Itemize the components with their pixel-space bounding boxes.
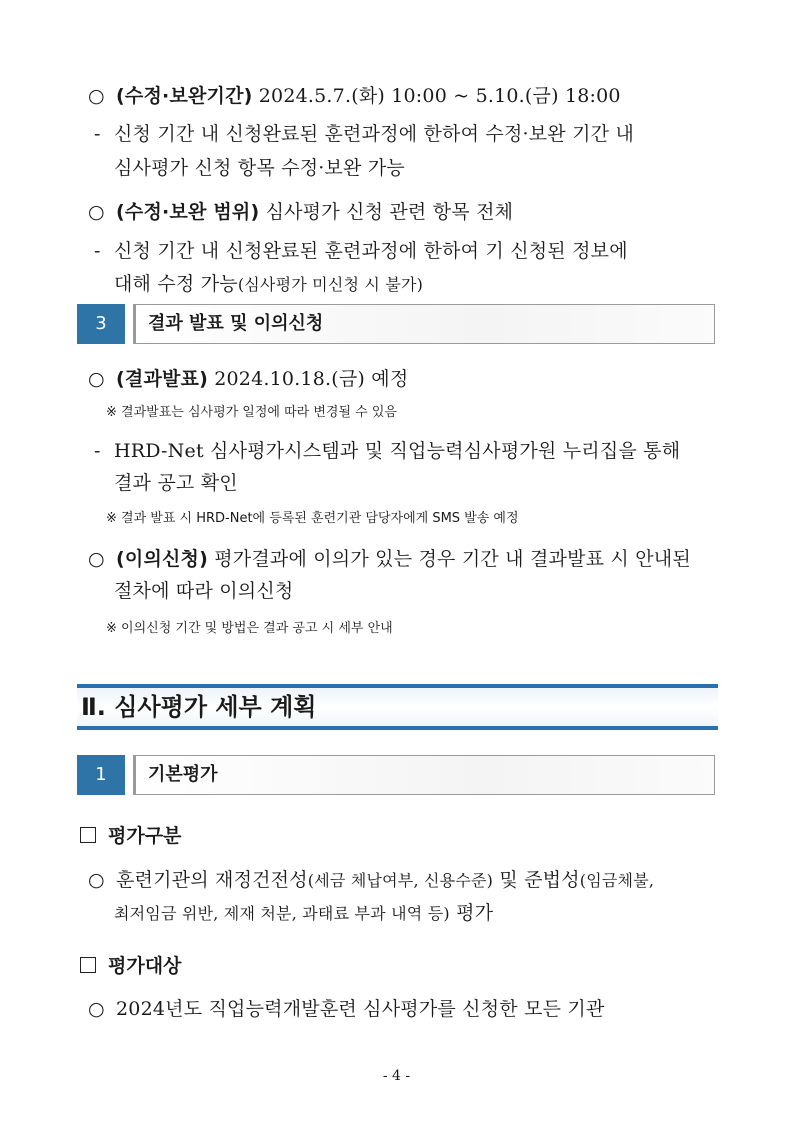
eval-category-text-a: 훈련기관의 재정건전성	[116, 869, 308, 891]
circle-bullet: ○	[88, 869, 105, 891]
section-title: 결과 발표 및 이의신청	[133, 304, 715, 344]
heading-text: 평가대상	[108, 955, 182, 977]
edit-scope-detail-line1	[94, 238, 628, 264]
heading-text: 평가구분	[108, 825, 182, 847]
circle-bullet: ○	[88, 85, 105, 107]
eval-category-note-line2: 최저임금 위반, 제재 처분, 과태료 부과 내역 등)	[114, 904, 450, 923]
square-bullet-icon	[80, 827, 96, 843]
edit-scope-detail-main: 대해 수정 가능	[114, 273, 238, 295]
eval-category-note-d: (임금체불,	[579, 871, 655, 890]
note-sms: ※ 결과 발표 시 HRD-Net에 등록된 훈련기관 담당자에게 SMS 발송 예정	[106, 511, 519, 526]
heading-eval-category	[80, 823, 181, 849]
edit-period-detail-text: 신청 기간 내 신청완료된 훈련과정에 한하여 수정·보완 기간 내	[114, 123, 635, 145]
eval-category-note-b: (세금 체납여부, 신용수준)	[307, 871, 494, 890]
chapter-bottom-rule	[77, 726, 718, 730]
paragraph-results	[88, 366, 408, 392]
edit-period-label: (수정·보완기간)	[116, 85, 253, 107]
edit-period-detail-line1	[94, 121, 634, 147]
dash-bullet: -	[94, 240, 101, 262]
chapter-title: Ⅱ. 심사평가 세부 계획	[81, 693, 317, 721]
edit-scope-detail-text: 신청 기간 내 신청완료된 훈련과정에 한하여 기 신청된 정보에	[114, 240, 628, 262]
appeal-text: 평가결과에 이의가 있는 경우 기간 내 결과발표 시 안내된	[207, 548, 691, 570]
section-header-basic-eval	[77, 755, 715, 795]
edit-scope-detail-note: (심사평가 미신청 시 불가)	[237, 275, 424, 294]
eval-category-line2	[114, 900, 493, 927]
section-number: 3	[77, 304, 125, 344]
results-detail-line2: 결과 공고 확인	[114, 472, 238, 494]
circle-bullet: ○	[88, 201, 105, 223]
dash-bullet: -	[94, 440, 101, 462]
eval-target-text: 2024년도 직업능력개발훈련 심사평가를 신청한 모든 기관	[116, 998, 605, 1020]
chapter-header	[77, 684, 718, 730]
paragraph-appeal	[88, 546, 691, 572]
page-number: - 4 -	[382, 1068, 411, 1084]
dash-bullet: -	[94, 123, 101, 145]
section-separator	[125, 304, 133, 344]
square-bullet-icon	[80, 957, 96, 973]
circle-bullet: ○	[88, 368, 105, 390]
paragraph-eval-category	[88, 867, 654, 894]
results-detail-text: HRD-Net 심사평가시스템과 및 직업능력심사평가원 누리집을 통해	[114, 440, 681, 462]
circle-bullet: ○	[88, 548, 105, 570]
edit-scope-label: (수정·보완 범위)	[116, 201, 260, 223]
results-text: 2024.10.18.(금) 예정	[207, 368, 409, 390]
edit-period-text: 2024.5.7.(화) 10:00 ~ 5.10.(금) 18:00	[252, 85, 621, 107]
results-detail-line1	[94, 438, 680, 464]
eval-category-text-c: 및 준법성	[493, 869, 580, 891]
section-number: 1	[77, 755, 125, 795]
section-separator	[125, 755, 133, 795]
paragraph-eval-target	[88, 996, 605, 1022]
eval-category-text-end: 평가	[449, 902, 494, 924]
section-title: 기본평가	[133, 755, 715, 795]
note-appeal: ※ 이의신청 기간 및 방법은 결과 공고 시 세부 안내	[106, 621, 393, 636]
appeal-label: (이의신청)	[116, 548, 208, 570]
results-label: (결과발표)	[116, 368, 208, 390]
edit-period-detail-line2: 심사평가 신청 항목 수정·보완 가능	[114, 157, 405, 179]
paragraph-edit-period	[88, 83, 621, 109]
edit-scope-detail-line2	[114, 271, 423, 298]
appeal-line2: 절차에 따라 이의신청	[114, 580, 294, 602]
circle-bullet: ○	[88, 998, 105, 1020]
heading-eval-target	[80, 953, 181, 979]
section-header-results	[77, 304, 715, 344]
paragraph-edit-scope	[88, 199, 513, 225]
edit-scope-text: 심사평가 신청 관련 항목 전체	[259, 201, 514, 223]
note-results-schedule: ※ 결과발표는 심사평가 일정에 따라 변경될 수 있음	[106, 405, 397, 420]
